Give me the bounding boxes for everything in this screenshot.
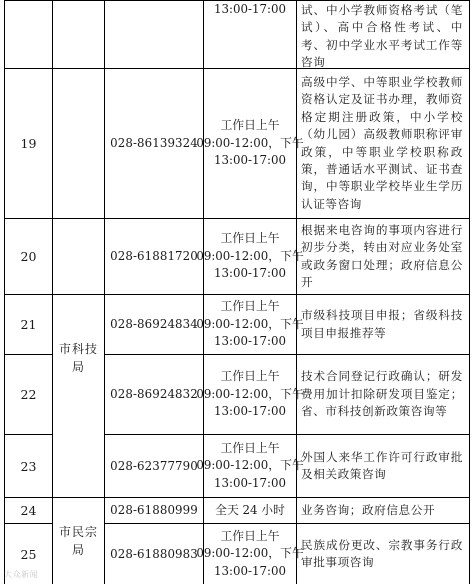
service-scope: 高级中学、中等职业学校教师资格认定及证书办理，教师资格定期注册政策，中小学校（幼儿园）高级教师职称评审政策，中等职业学校职称政策，普通话水平测试、证书查询，中等职业学校毕业生学历认证等咨询 — [301, 74, 463, 211]
service-hours: 工作日上午 09:00-12:00，下午 13:00-17:00 — [196, 299, 304, 349]
department-name: 市科技局 — [59, 342, 99, 374]
row-number: 22 — [20, 387, 37, 402]
service-scope: 民族成份更改、宗教事务行政审批事项咨询 — [301, 537, 463, 569]
service-hours: 全天 24 小时 — [215, 502, 285, 517]
phone-number: 028-86924832 — [110, 387, 198, 401]
service-scope: 外国人来华工作许可行政审批及相关政策咨询 — [301, 449, 463, 481]
phone-number: 028-61881720 — [110, 249, 198, 263]
phone-number: 028-86139324 — [110, 136, 198, 150]
row-number: 21 — [20, 317, 37, 332]
service-scope: 试、中小学教师资格考试（笔试）、高中合格性考试、中考、初中学业水平考试工作等咨询 — [301, 3, 463, 70]
service-hours: 工作日上午 09:00-12:00，下午 13:00-17:00 — [196, 369, 304, 419]
service-hours: 工作日上午 09:00-12:00，下午 13:00-17:00 — [196, 440, 304, 490]
service-scope: 市级科技项目申报；省级科技项目申报推荐等 — [301, 308, 463, 340]
department-name: 市民宗局 — [59, 525, 99, 557]
service-scope: 业务咨询；政府信息公开 — [301, 502, 436, 517]
phone-number: 028-61880983 — [110, 546, 198, 561]
service-scope: 根据来电咨询的事项内容进行初步分类，转由对应业务处室或政务窗口处理；政府信息公开 — [301, 222, 463, 289]
service-scope: 技术合同登记行政确认；研发费用加计扣除研发项目鉴定；省、市科技创新政策咨询等 — [301, 369, 463, 419]
row-number: 20 — [20, 249, 37, 264]
service-hours: 工作日上午 09:00-12:00，下午 13:00-17:00 — [196, 528, 304, 578]
service-hours: 工作日上午 09:00-12:00，下午 13:00-17:00 — [196, 231, 304, 281]
phone-number: 028-62377790 — [110, 458, 198, 473]
phone-number: 028-86924834 — [110, 317, 198, 331]
phone-number: 028-61880999 — [110, 503, 198, 517]
row-number: 19 — [20, 136, 37, 151]
row-number: 24 — [20, 503, 37, 518]
service-hours: 13:00-17:00 — [214, 2, 286, 16]
row-number: 25 — [20, 546, 37, 562]
service-hours: 工作日上午 09:00-12:00，下午 13:00-17:00 — [196, 118, 304, 168]
watermark: 大众新闻 — [4, 570, 38, 579]
rule-right — [469, 0, 470, 584]
row-number: 23 — [20, 458, 37, 474]
